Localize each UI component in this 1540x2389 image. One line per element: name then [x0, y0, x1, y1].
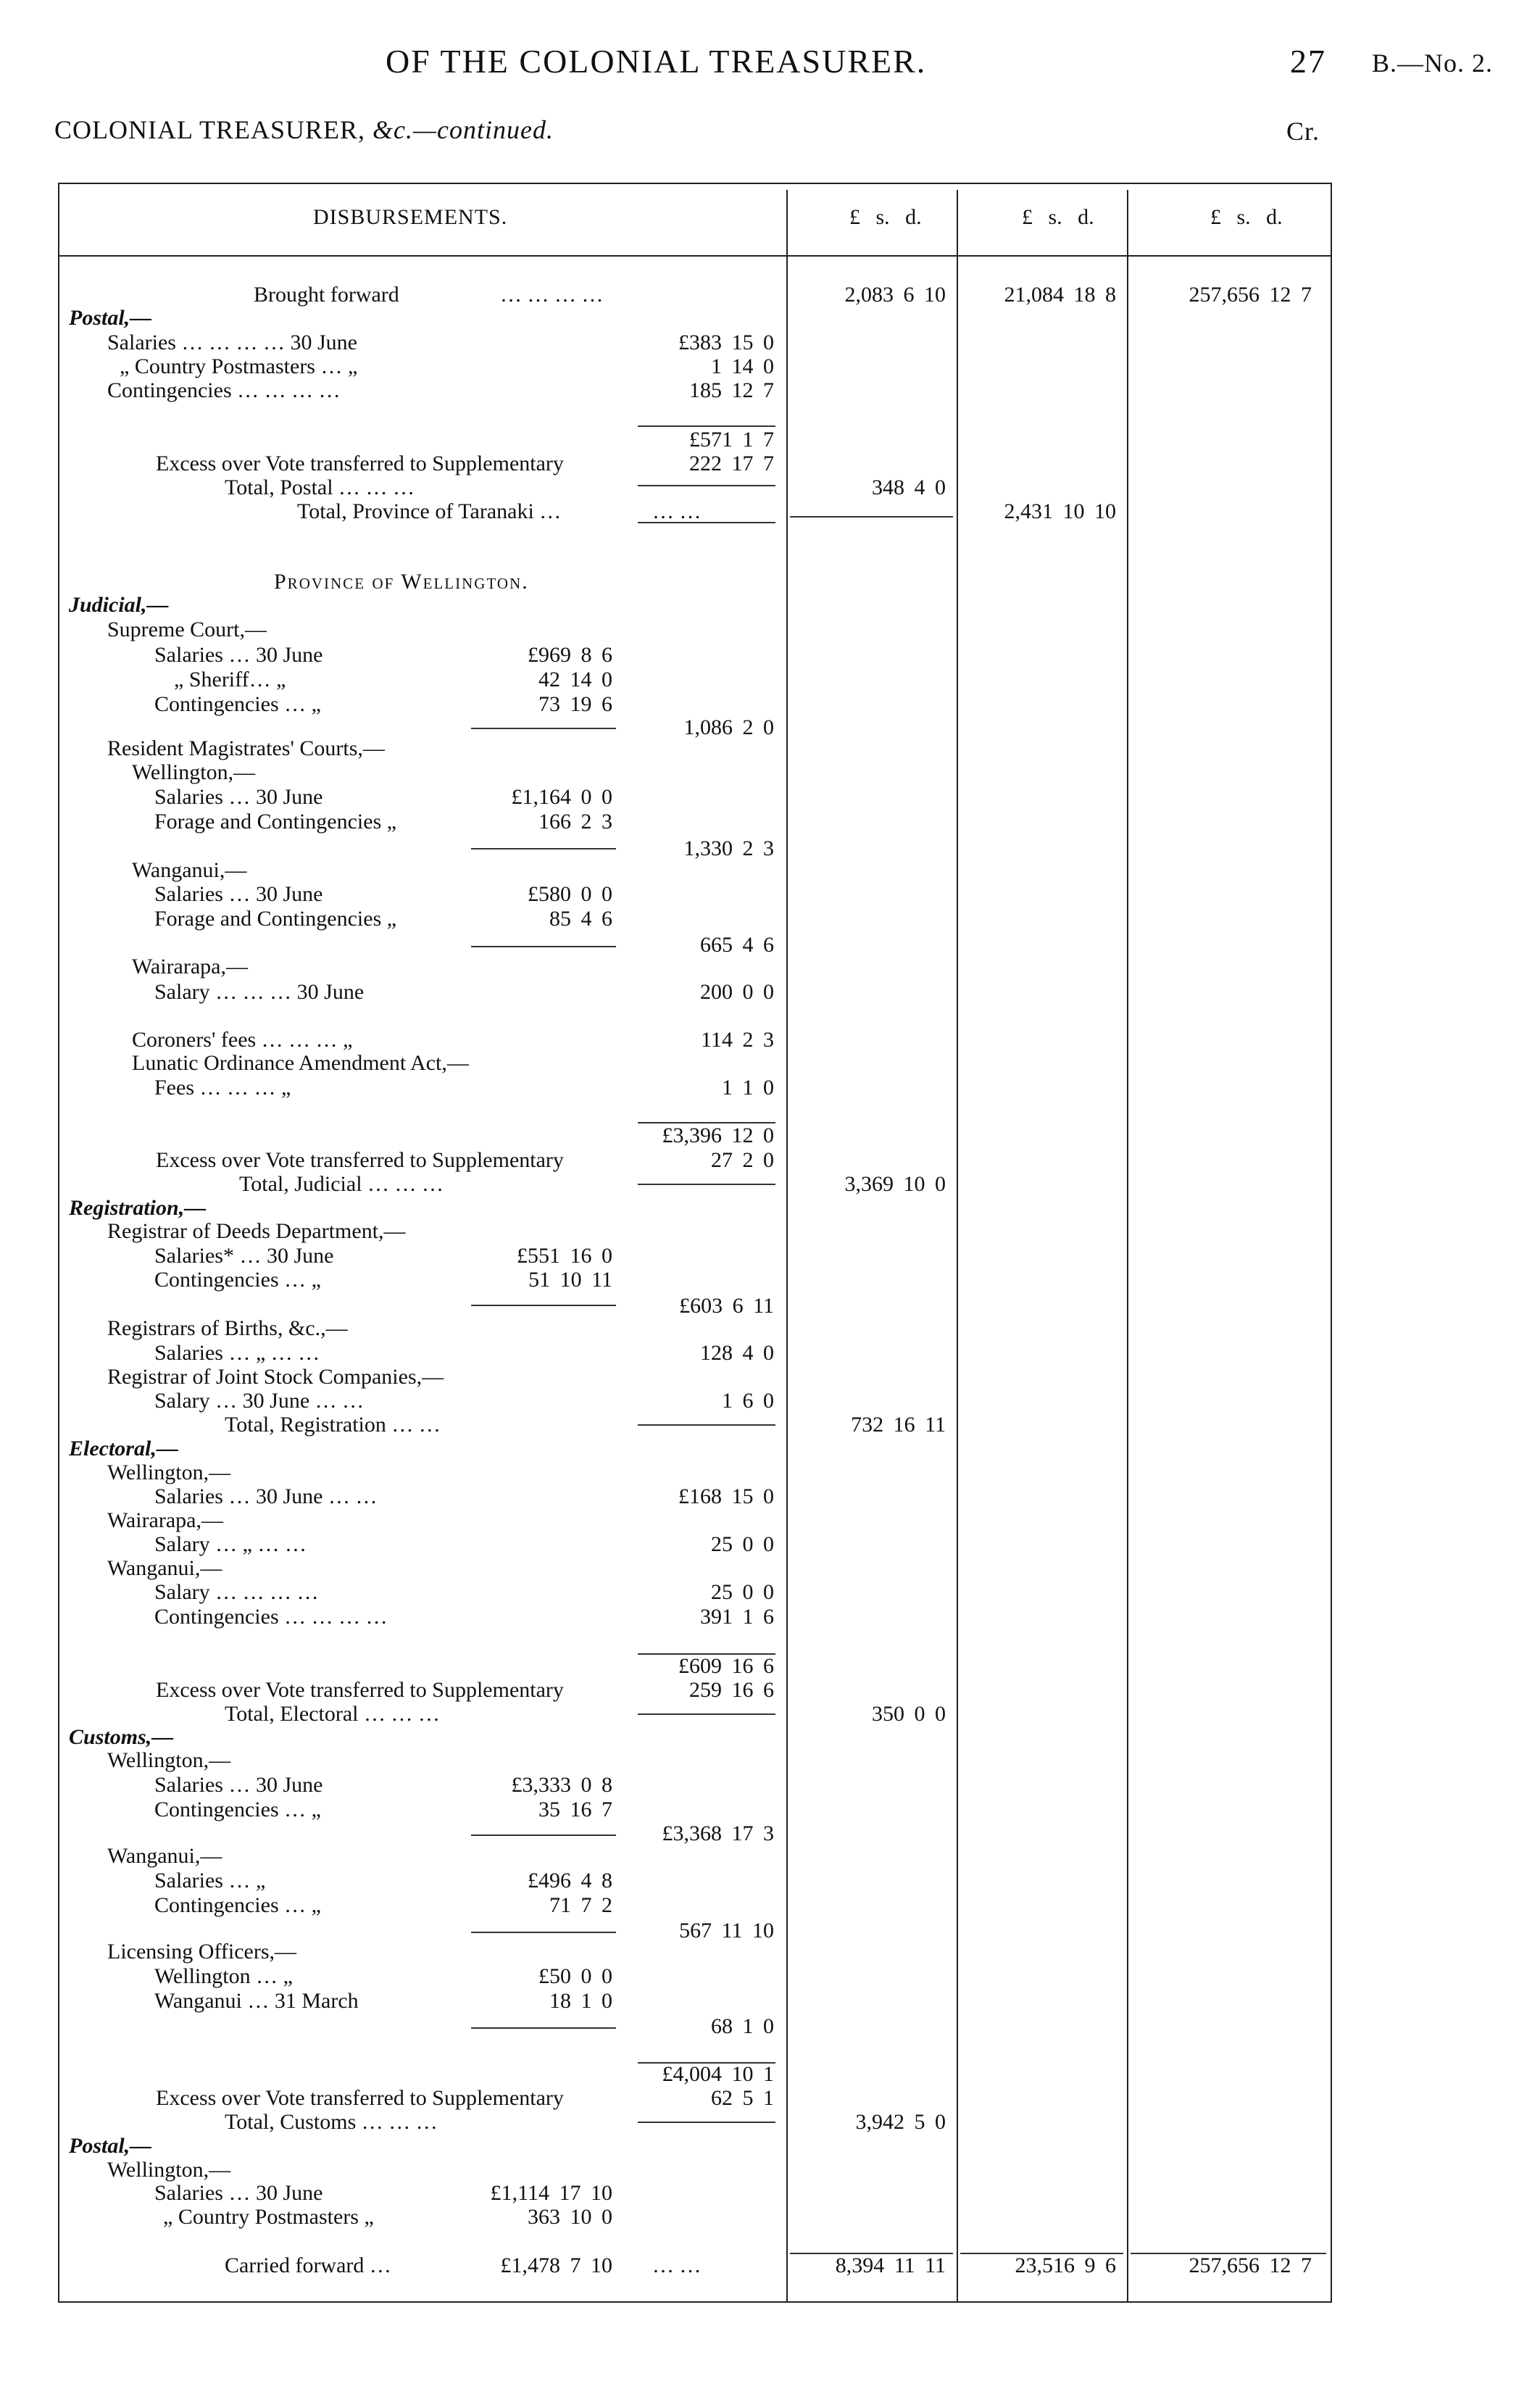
subtotal-rule: [638, 1184, 775, 1185]
amount-col0: 166 2 3: [538, 810, 612, 834]
amount-c1: 3,942 5 0: [855, 2110, 946, 2134]
row-label: Wanganui,—: [107, 1844, 222, 1868]
row-label: Wellington,—: [107, 1461, 231, 1484]
subtotal-rule: [471, 848, 616, 849]
amount-col0: £580 0 0: [528, 882, 612, 906]
amount-col0: 51 10 11: [528, 1268, 612, 1292]
section-label: Registration,—: [69, 1196, 207, 1220]
row-label: Total, Customs … … …: [225, 2110, 438, 2134]
currency-header-2: £ s. d.: [1022, 205, 1094, 229]
amount-col1: 62 5 1: [711, 2086, 774, 2110]
row-label: Registrars of Births, &c.,—: [107, 1316, 348, 1340]
section-label: Customs,—: [69, 1725, 174, 1749]
amount-c3: 257,656 12 7: [1189, 2253, 1312, 2277]
amount-c1: 732 16 11: [851, 1413, 946, 1437]
row-label: Registrar of Deeds Department,—: [107, 1219, 406, 1243]
section-heading-main: COLONIAL TREASURER,: [54, 115, 366, 144]
row-label: Salary … „ … …: [154, 1532, 307, 1556]
amount-col1: 1 1 0: [722, 1076, 774, 1100]
row-label: „ Sheriff… „: [174, 668, 286, 691]
amount-col1: 68 1 0: [711, 2014, 774, 2038]
row-label: Wanganui,—: [107, 1556, 222, 1580]
row-label: Salaries … 30 June: [154, 785, 323, 809]
amount-col1: 567 11 10: [679, 1919, 774, 1943]
row-label: Forage and Contingencies „: [154, 907, 397, 931]
row-label: Wairarapa,—: [107, 1508, 223, 1532]
section-label: Postal,—: [69, 306, 152, 330]
row-label: „ Country Postmasters … „: [120, 354, 358, 378]
row-label: Total, Registration … …: [225, 1413, 441, 1437]
subtotal-rule: [471, 1932, 616, 1933]
row-label: Fees … … … „: [154, 1076, 291, 1100]
amount-col0: 18 1 0: [549, 1989, 612, 2013]
amount-col0: £3,333 0 8: [511, 1773, 612, 1797]
row-label: Contingencies … … … …: [154, 1605, 388, 1629]
leader-dots: … …: [652, 2253, 702, 2277]
amount-col1: £609 16 6: [678, 1654, 774, 1678]
row-label: Salaries … … … … 30 June: [107, 331, 357, 354]
amount-col1: 128 4 0: [700, 1341, 774, 1365]
amount-col1: 27 2 0: [711, 1148, 774, 1172]
amount-col1: 200 0 0: [700, 980, 774, 1004]
row-label: Contingencies … „: [154, 692, 321, 716]
row-label: Contingencies … „: [154, 1893, 321, 1917]
amount-col0: 363 10 0: [528, 2205, 612, 2229]
amount-col1: £3,396 12 0: [662, 1123, 774, 1147]
section-label: Electoral,—: [69, 1437, 178, 1461]
amount-col1: £168 15 0: [678, 1484, 774, 1508]
column-divider-3: [1127, 190, 1128, 2302]
row-label: Wairarapa,—: [132, 955, 248, 979]
subtotal-rule: [638, 425, 775, 427]
row-label: Licensing Officers,—: [107, 1940, 297, 1964]
amount-c1: 3,369 10 0: [844, 1172, 946, 1196]
amount-col0: 42 14 0: [538, 668, 612, 691]
subtotal-rule: [638, 1713, 775, 1715]
amount-c2: 2,431 10 10: [1004, 499, 1116, 523]
row-label: Salaries … 30 June … …: [154, 1484, 378, 1508]
row-label: „ Country Postmasters „: [163, 2205, 374, 2229]
credit-side-label: Cr.: [1286, 117, 1320, 146]
subtotal-rule: [790, 516, 953, 518]
row-label: Excess over Vote transferred to Supplementary: [156, 452, 564, 475]
subtotal-rule: [471, 1835, 616, 1836]
row-label: Salaries … „: [154, 1869, 266, 1892]
header-bottom-rule: [58, 255, 1332, 257]
amount-col1: £3,368 17 3: [662, 1821, 774, 1845]
row-label: Total, Judicial … … …: [239, 1172, 444, 1196]
table-bottom-rule: [58, 2301, 1332, 2303]
leader-dots: … …: [652, 499, 702, 523]
row-label: Excess over Vote transferred to Supplementary: [156, 1678, 564, 1702]
row-label: Supreme Court,—: [107, 618, 267, 641]
row-label: Wellington,—: [107, 1748, 231, 1772]
amount-col1: 222 17 7: [689, 452, 774, 475]
amount-c1: 2,083 6 10: [844, 283, 946, 307]
amount-col1: 1,086 2 0: [683, 715, 774, 739]
row-label: Wanganui,—: [132, 858, 247, 882]
section-heading-continued: &c.—continued.: [372, 115, 554, 144]
subtotal-rule: [471, 2027, 616, 2029]
row-label: Contingencies … „: [154, 1268, 321, 1292]
table-right-border: [1331, 183, 1332, 2302]
amount-col0: 71 7 2: [549, 1893, 612, 1917]
amount-col1: 185 12 7: [689, 378, 774, 402]
row-label: Excess over Vote transferred to Supplementary: [156, 2086, 564, 2110]
amount-col1: 1,330 2 3: [683, 836, 774, 860]
row-label: Salaries … 30 June: [154, 882, 323, 906]
amount-col1: 114 2 3: [701, 1028, 774, 1052]
row-label: Salaries … 30 June: [154, 643, 323, 667]
row-label: Total, Electoral … … …: [225, 1702, 440, 1726]
amount-col0: £1,164 0 0: [511, 785, 612, 809]
amount-col1: 25 0 0: [711, 1580, 774, 1604]
section-label: Judicial,—: [69, 593, 169, 617]
currency-header-1: £ s. d.: [849, 205, 922, 229]
amount-col1: £571 1 7: [689, 428, 774, 452]
amount-col0: £50 0 0: [538, 1964, 612, 1988]
page-number: 27: [1290, 43, 1326, 80]
amount-col0: £496 4 8: [528, 1869, 612, 1892]
row-label: Forage and Contingencies „: [154, 810, 397, 834]
subtotal-rule: [638, 1424, 775, 1426]
subtotal-rule: [471, 1305, 616, 1306]
row-label: Resident Magistrates' Courts,—: [107, 736, 385, 760]
amount-c2: 21,084 18 8: [1004, 283, 1116, 307]
row-label: Brought forward: [254, 283, 399, 307]
row-label: Province of Wellington.: [274, 570, 529, 594]
amount-col0: 85 4 6: [549, 907, 612, 931]
row-label: Salaries … „ … …: [154, 1341, 320, 1365]
amount-c1: 348 4 0: [872, 475, 946, 499]
row-label: Salaries* … 30 June: [154, 1244, 334, 1268]
disbursements-header: DISBURSEMENTS.: [313, 205, 508, 229]
column-divider-1: [786, 190, 788, 2302]
subtotal-rule: [638, 485, 775, 486]
amount-c2: 23,516 9 6: [1015, 2253, 1116, 2277]
amount-col0: £551 16 0: [517, 1244, 612, 1268]
row-label: Coroners' fees … … … „: [132, 1028, 353, 1052]
page-title: OF THE COLONIAL TREASURER.: [386, 43, 927, 80]
row-label: Wellington,—: [107, 2158, 231, 2182]
section-heading: [54, 115, 554, 145]
currency-header-3: £ s. d.: [1210, 205, 1283, 229]
amount-col1: 1 6 0: [722, 1389, 774, 1413]
amount-col1: 25 0 0: [711, 1532, 774, 1556]
amount-col1: 259 16 6: [689, 1678, 774, 1702]
row-label: Salary … … … 30 June: [154, 980, 365, 1004]
amount-col1: 1 14 0: [711, 354, 774, 378]
row-label: Wellington,—: [132, 760, 256, 784]
amount-c1: 8,394 11 11: [835, 2253, 946, 2277]
amount-c1: 350 0 0: [872, 1702, 946, 1726]
row-label: Salary … … … …: [154, 1580, 319, 1604]
column-divider-2: [957, 190, 958, 2302]
amount-c3: 257,656 12 7: [1189, 283, 1312, 307]
amount-col0: £1,114 17 10: [490, 2181, 612, 2205]
amount-col0: 73 19 6: [538, 692, 612, 716]
amount-col1: 665 4 6: [700, 933, 774, 957]
leader-dots: … … … …: [500, 283, 604, 307]
row-label: Contingencies … … … …: [107, 378, 341, 402]
row-label: Registrar of Joint Stock Companies,—: [107, 1365, 444, 1389]
row-label: Contingencies … „: [154, 1798, 321, 1821]
row-label: Wanganui … 31 March: [154, 1989, 359, 2013]
row-label: Lunatic Ordinance Amendment Act,—: [132, 1051, 469, 1075]
subtotal-rule: [471, 946, 616, 947]
row-label: Carried forward …: [225, 2253, 391, 2277]
amount-col0: £969 8 6: [528, 643, 612, 667]
row-label: Salaries … 30 June: [154, 2181, 323, 2205]
row-label: Total, Province of Taranaki …: [297, 499, 562, 523]
row-label: Salary … 30 June … …: [154, 1389, 365, 1413]
amount-col0: 35 16 7: [538, 1798, 612, 1821]
amount-col1: £4,004 10 1: [662, 2062, 774, 2086]
table-top-rule: [58, 183, 1332, 184]
table-left-border: [58, 183, 59, 2302]
amount-col1: £383 15 0: [678, 331, 774, 354]
section-label: Postal,—: [69, 2134, 152, 2158]
row-label: Total, Postal … … …: [225, 475, 415, 499]
row-label: Excess over Vote transferred to Supplementary: [156, 1148, 564, 1172]
row-label: Salaries … 30 June: [154, 1773, 323, 1797]
subtotal-rule: [638, 2122, 775, 2123]
amount-col1: £603 6 11: [679, 1294, 774, 1318]
subtotal-rule: [471, 728, 616, 729]
amount-col1: 391 1 6: [700, 1605, 774, 1629]
amount-col0: £1,478 7 10: [500, 2253, 612, 2277]
row-label: Wellington … „: [154, 1964, 293, 1988]
document-reference: B.—No. 2.: [1372, 49, 1494, 78]
